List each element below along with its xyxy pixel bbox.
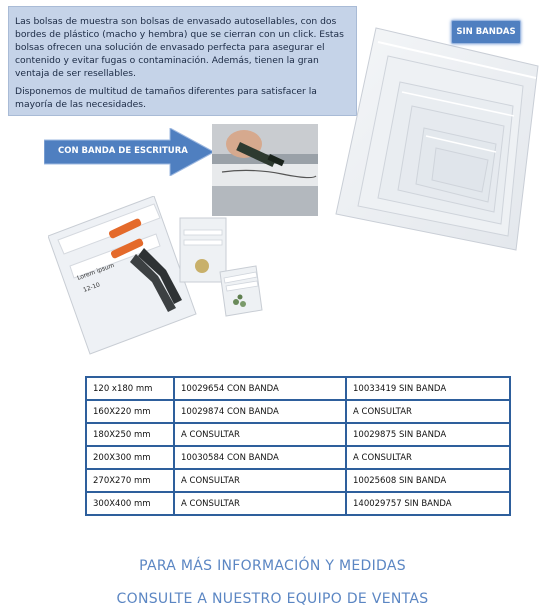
bag-with-pliers-image — [48, 196, 198, 356]
size-cell: 300X400 mm — [86, 492, 174, 515]
size-cell: 270X270 mm — [86, 469, 174, 492]
table-row — [86, 492, 510, 515]
con-banda-cell: 10029874 CON BANDA — [174, 400, 346, 423]
tiny-bag-image — [216, 264, 266, 320]
con-banda-cell: A CONSULTAR — [174, 492, 346, 515]
stacked-bags-image — [318, 26, 540, 252]
con-banda-cell: A CONSULTAR — [174, 469, 346, 492]
table-row — [86, 400, 510, 423]
con-banda-cell: 10030584 CON BANDA — [174, 446, 346, 469]
sin-banda-cell: 10025608 SIN BANDA — [346, 469, 510, 492]
con-banda-cell: A CONSULTAR — [174, 423, 346, 446]
sin-bandas-label: SIN BANDAS — [451, 20, 521, 44]
sin-banda-cell: A CONSULTAR — [346, 446, 510, 469]
sin-banda-cell: 10029875 SIN BANDA — [346, 423, 510, 446]
sin-banda-cell: A CONSULTAR — [346, 400, 510, 423]
table-row — [86, 377, 510, 400]
con-banda-cell: 10029654 CON BANDA — [174, 377, 346, 400]
table-row — [86, 423, 510, 446]
table-row — [86, 469, 510, 492]
svg-text:Lorem ipsum: Lorem ipsum — [76, 261, 116, 282]
writing-closeup-image — [212, 124, 318, 216]
size-cell: 200X300 mm — [86, 446, 174, 469]
size-cell: 180X250 mm — [86, 423, 174, 446]
table-row — [86, 446, 510, 469]
sizes-table — [85, 376, 511, 516]
footer-line-2: CONSULTE A NUESTRO EQUIPO DE VENTAS — [116, 591, 429, 607]
sin-banda-cell: 140029757 SIN BANDA — [346, 492, 510, 515]
info-paragraph-2: Disponemos de multitud de tamaños diferentes para satisfacer la mayoría de las necesidades. — [15, 86, 317, 110]
svg-text:12-10: 12-10 — [82, 281, 102, 294]
con-banda-label: CON BANDA DE ESCRITURA — [58, 146, 188, 156]
size-cell: 160X220 mm — [86, 400, 174, 423]
info-box — [8, 6, 357, 116]
size-cell: 120 x180 mm — [86, 377, 174, 400]
footer-line-1: PARA MÁS INFORMACIÓN Y MEDIDAS — [139, 558, 406, 574]
sin-banda-cell: 10033419 SIN BANDA — [346, 377, 510, 400]
info-paragraph-1: Las bolsas de muestra son bolsas de envasado autosellables, con dos bordes de plástico (macho y hembra) que se cierran con un click. Estas bolsas ofrecen una solución de envasado perfecta para asegurar el contenido y evitar fugas o contaminación. Además, tienen la gran ventaja de ser resellables. — [15, 16, 344, 79]
